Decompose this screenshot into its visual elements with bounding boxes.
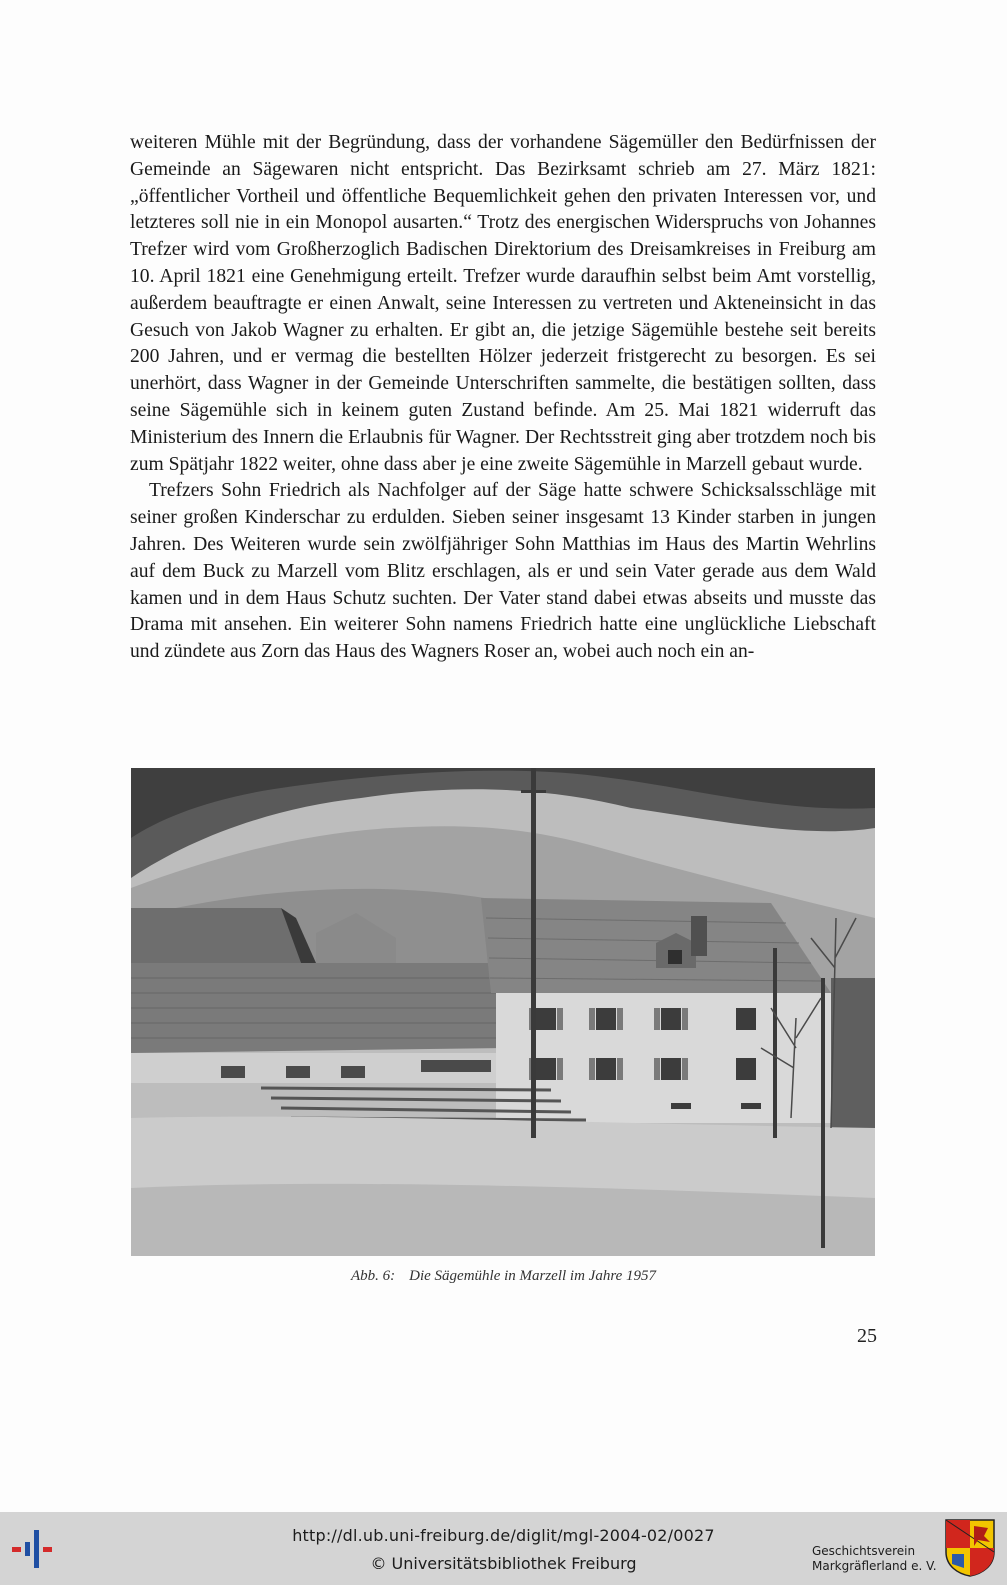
footer-bar [0,1512,1007,1585]
figure-label: Abb. 6: [350,1268,396,1284]
society-name-line-2: Markgräflerland e. V. [812,1559,937,1573]
figure-caption [0,1268,1007,1285]
page-number: 25 [857,1325,877,1347]
document-url-link[interactable]: http://dl.ub.uni-freiburg.de/diglit/mgl-2004-02/0027 [292,1526,715,1545]
paragraph-2: Trefzers Sohn Friedrich als Nachfolger auf der Säge hatte schwere Schicksalsschläge mit seiner großen Kinderschar zu erdulden. Sieben seiner insgesamt 13 Kinder starben in jungen Jahren. Des Weiteren wurde sein zwölfjähriger Sohn Matthias im Haus des Martin Wehrlins auf dem Buck zu Marzell vom Blitz erschlagen, als er und sein Vater gerade aus dem Wald kamen und in dem Haus Schutz suchten. Der Vater stand dabei etwas abseits und musste das Drama mit ansehen. Ein weiterer Sohn namens Friedrich hatte eine unglückliche Liebschaft und zündete aus Zorn das Haus des Wagners Roser an, wobei auch noch ein an- [130,480,876,663]
body-text [130,130,876,666]
copyright-text: © Universitätsbibliothek Freiburg [370,1554,637,1573]
society-name [812,1544,937,1574]
society-name-line-1: Geschichtsverein [812,1544,916,1558]
paragraph-1: weiteren Mühle mit der Begründung, dass der vorhandene Sägemüller den Bedürfnissen der Gemeinde an Sägewaren nicht entspricht. Das Bezirksamt schrieb am 27. März 1821: „öffentlicher Vortheil und öffentliche Bequemlichkeit gehen den privaten Interessen vor, und letzteres soll nie in ein Monopol ausarten.“ Trotz des energischen Widerspruchs von Johannes Trefzer wird vom Großherzoglich Badischen Direktorium des Dreisamkreises in Freiburg am 10. April 1821 eine Genehmigung erteilt. Trefzer wurde daraufhin selbst beim Amt vorstellig, außerdem beauftragte er einen Anwalt, seine Interessen zu vertreten und Akteneinsicht in das Gesuch von Jakob Wagner zu erhalten. Er gibt an, die jetzige Sägemühle bestehe seit bereits 200 Jahren, und er vermag die bestellten Hölzer jederzeit fristgerecht zu besorgen. Es sei unerhört, dass Wagner in der Gemeinde Unterschriften sammelte, die bestätigen sollten, dass seine Sägemühle sich in keinem guten Zustand befinde. Am 25. Mai 1821 widerruft das Ministerium des Innern die Erlaubnis für Wagner. Der Rechtsstreit ging aber trotzdem noch bis zum Spätjahr 1822 weiter, ohne dass aber je eine zweite Sägemühle in Marzell gebaut wurde. [130,132,876,475]
figure-caption-text: Die Sägemühle in Marzell im Jahre 1957 [409,1268,657,1284]
sawmill-photo [131,768,875,1256]
coat-of-arms-icon [944,1518,996,1578]
